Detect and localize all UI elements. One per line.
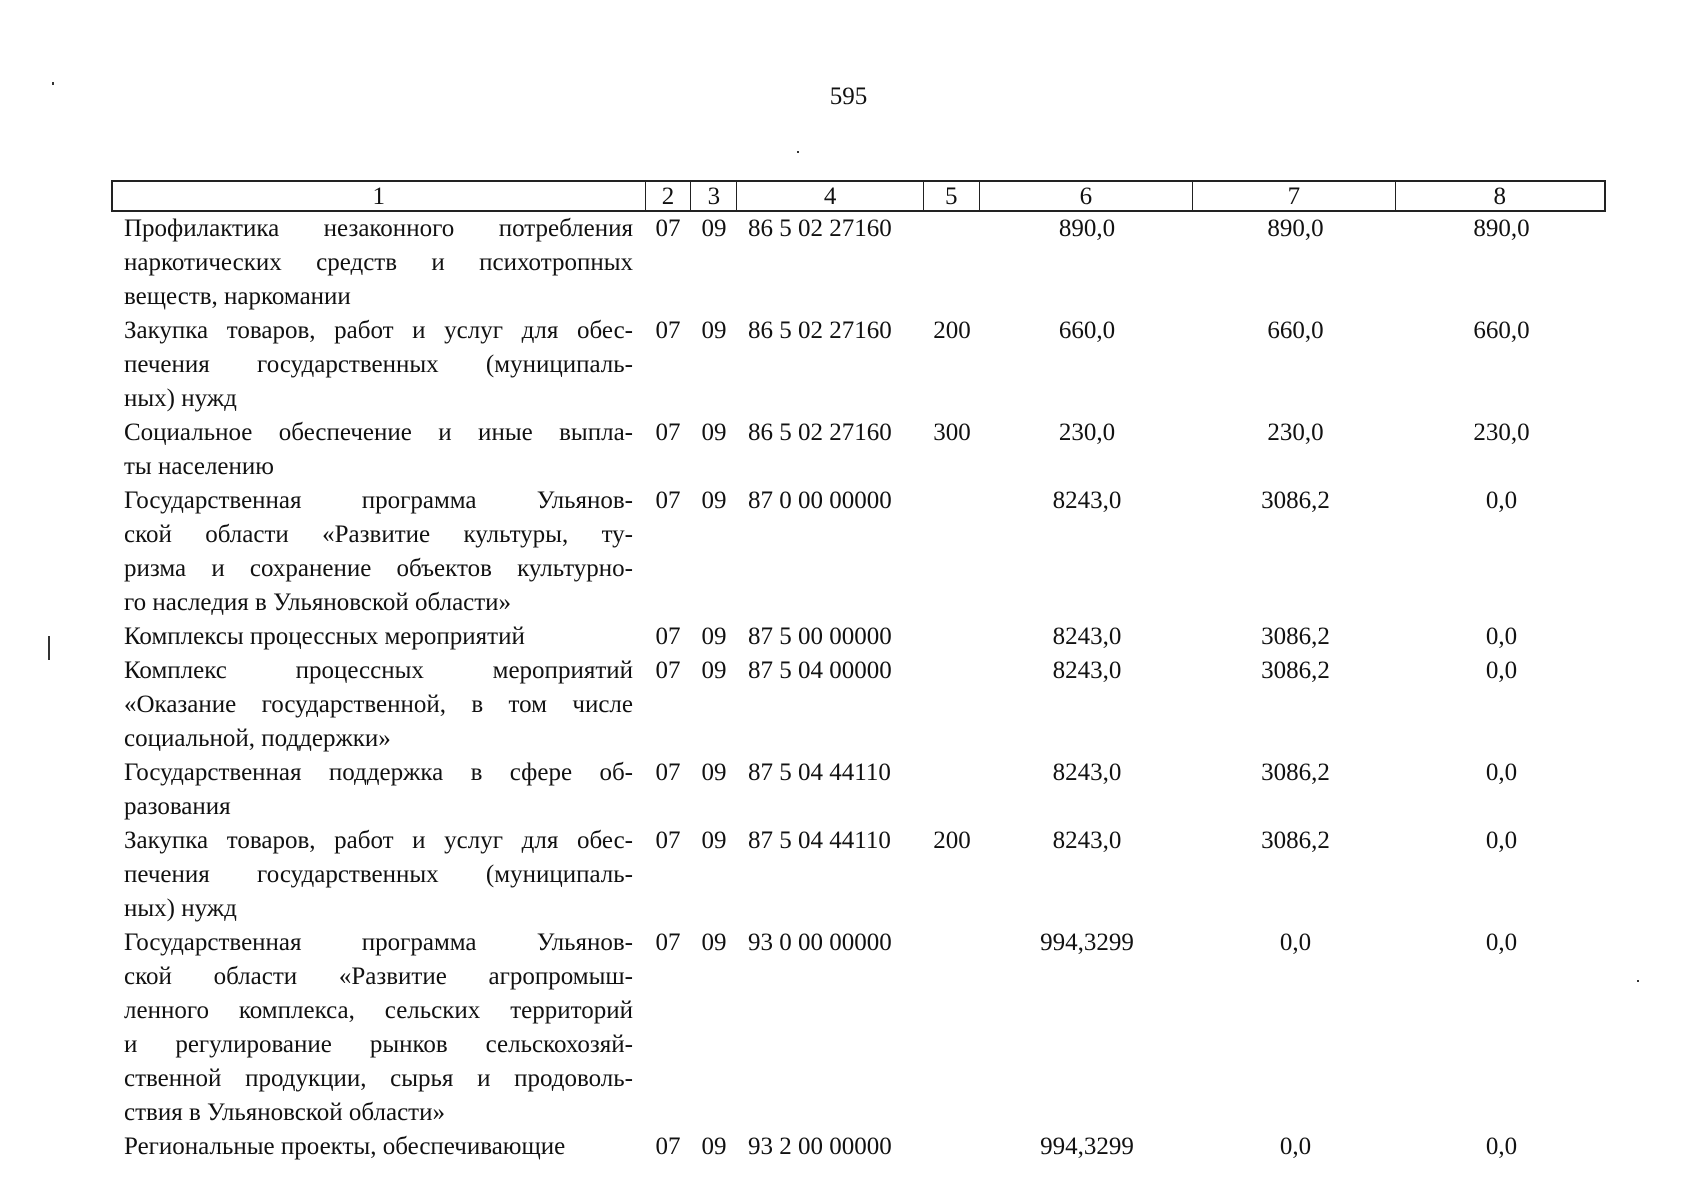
row-name-line: ных) нужд (124, 385, 237, 412)
row-expense-type (924, 654, 980, 756)
row-subsection: 09 (701, 657, 727, 684)
row-name-line: Комплекс процессных мероприятий (124, 657, 633, 684)
scan-mark (48, 636, 50, 660)
row-value-col6: 8243,0 (1052, 827, 1122, 854)
budget-table (111, 180, 1606, 1164)
row-name-line: и регулирование рынков сельскохозяй- (124, 1031, 633, 1058)
row-name-line: Государственная поддержка в сфере об- (124, 759, 633, 786)
row-section: 07 (655, 827, 681, 854)
table-row (111, 212, 1606, 314)
row-expense-type (924, 620, 980, 654)
page-number: 595 (829, 83, 868, 110)
row-expense-type (924, 926, 980, 1130)
scan-mark (52, 82, 54, 85)
row-expense-type: 200 (933, 317, 971, 344)
table-row (111, 1130, 1606, 1164)
row-value-col6: 660,0 (1058, 317, 1116, 344)
row-value-col8: 0,0 (1485, 759, 1518, 786)
row-name-line: ственной продукции, сырья и продоволь- (124, 1065, 633, 1092)
row-name (111, 314, 645, 416)
table-row (111, 484, 1606, 620)
header-col-4: 4 (737, 182, 924, 210)
row-target-article: 87 5 00 00000 (748, 623, 892, 650)
table-row (111, 314, 1606, 416)
row-target-article: 87 5 04 44110 (748, 827, 891, 854)
header-col-3: 3 (691, 182, 737, 210)
row-subsection: 09 (701, 827, 727, 854)
row-name (111, 1130, 645, 1164)
row-value-col6: 8243,0 (1052, 657, 1122, 684)
row-name (111, 620, 645, 654)
row-name-line: ты населению (124, 453, 274, 480)
row-target-article: 87 5 04 00000 (748, 657, 892, 684)
row-subsection: 09 (701, 929, 727, 956)
row-target-article: 86 5 02 27160 (748, 317, 892, 344)
row-expense-type (924, 212, 980, 314)
header-col-2: 2 (646, 182, 692, 210)
table-row (111, 620, 1606, 654)
row-value-col7: 0,0 (1279, 929, 1312, 956)
row-name-line: Закупка товаров, работ и услуг для обес- (124, 827, 633, 854)
row-value-col6: 890,0 (1058, 215, 1116, 242)
row-value-col7: 3086,2 (1261, 827, 1330, 854)
row-value-col8: 0,0 (1485, 623, 1518, 650)
row-target-article: 86 5 02 27160 (748, 419, 892, 446)
row-value-col7: 3086,2 (1261, 623, 1330, 650)
row-name-line: «Оказание государственной, в том числе (124, 691, 633, 718)
row-name-line: Государственная программа Ульянов- (124, 487, 633, 514)
row-section: 07 (655, 759, 681, 786)
row-value-col7: 3086,2 (1261, 487, 1330, 514)
row-value-col7: 0,0 (1279, 1133, 1312, 1160)
row-expense-type: 300 (933, 419, 971, 446)
row-name (111, 824, 645, 926)
row-name-line: наркотических средств и психотропных (124, 249, 633, 276)
row-name-line: ской области «Развитие культуры, ту- (124, 521, 633, 548)
row-section: 07 (655, 317, 681, 344)
header-col-5: 5 (924, 182, 980, 210)
row-subsection: 09 (701, 419, 727, 446)
row-section: 07 (655, 419, 681, 446)
row-target-article: 87 5 04 44110 (748, 759, 891, 786)
row-name-line: социальной, поддержки» (124, 725, 391, 752)
row-section: 07 (655, 623, 681, 650)
row-value-col6: 8243,0 (1052, 759, 1122, 786)
row-section: 07 (655, 1133, 681, 1160)
table-row (111, 756, 1606, 824)
row-name-line: веществ, наркомании (124, 283, 351, 310)
scan-mark (797, 151, 799, 153)
row-name-line: Профилактика незаконного потребления (124, 215, 633, 242)
row-name (111, 212, 645, 314)
row-subsection: 09 (701, 215, 727, 242)
row-subsection: 09 (701, 487, 727, 514)
row-name-line: го наследия в Ульяновской области» (124, 589, 512, 616)
row-value-col8: 230,0 (1473, 419, 1530, 446)
table-row (111, 926, 1606, 1130)
row-section: 07 (655, 215, 681, 242)
row-name-line: ской области «Развитие агропромыш- (124, 963, 633, 990)
header-col-6: 6 (980, 182, 1193, 210)
row-section: 07 (655, 487, 681, 514)
row-target-article: 87 0 00 00000 (748, 487, 892, 514)
row-value-col8: 890,0 (1473, 215, 1530, 242)
row-name (111, 926, 645, 1130)
row-name (111, 654, 645, 756)
row-section: 07 (655, 657, 681, 684)
row-expense-type (924, 756, 980, 824)
row-name-line: Закупка товаров, работ и услуг для обес- (124, 317, 633, 344)
row-value-col8: 0,0 (1485, 487, 1518, 514)
row-value-col6: 8243,0 (1052, 623, 1122, 650)
row-name-line: ленного комплекса, сельских территорий (124, 997, 633, 1024)
row-expense-type (924, 484, 980, 620)
table-row (111, 654, 1606, 756)
row-name (111, 484, 645, 620)
row-value-col8: 660,0 (1473, 317, 1530, 344)
row-value-col6: 994,3299 (1040, 1133, 1134, 1160)
row-expense-type: 200 (933, 827, 971, 854)
row-value-col7: 890,0 (1267, 215, 1324, 242)
header-col-8: 8 (1493, 183, 1507, 210)
row-value-col8: 0,0 (1485, 1133, 1518, 1160)
row-target-article: 86 5 02 27160 (748, 215, 892, 242)
row-subsection: 09 (701, 317, 727, 344)
row-name-line: Социальное обеспечение и иные выпла- (124, 419, 633, 446)
row-value-col8: 0,0 (1485, 827, 1518, 854)
row-name (111, 416, 645, 484)
row-value-col6: 994,3299 (1040, 929, 1134, 956)
row-subsection: 09 (701, 623, 727, 650)
table-row (111, 416, 1606, 484)
row-name-line: печения государственных (муниципаль- (124, 351, 633, 378)
row-name-line: Комплексы процессных мероприятий (124, 623, 525, 650)
table-body (111, 212, 1606, 1164)
row-expense-type (924, 1130, 980, 1164)
row-target-article: 93 0 00 00000 (748, 929, 892, 956)
row-value-col6: 8243,0 (1052, 487, 1122, 514)
row-value-col7: 3086,2 (1261, 759, 1330, 786)
row-target-article: 93 2 00 00000 (748, 1133, 892, 1160)
scan-mark (1637, 980, 1639, 982)
row-value-col8: 0,0 (1485, 929, 1518, 956)
row-name-line: разования (124, 793, 231, 820)
row-name-line: Государственная программа Ульянов- (124, 929, 633, 956)
row-name-line: Региональные проекты, обеспечивающие (124, 1133, 566, 1160)
row-name (111, 756, 645, 824)
row-value-col6: 230,0 (1058, 419, 1116, 446)
row-subsection: 09 (701, 1133, 727, 1160)
row-value-col8: 0,0 (1485, 657, 1518, 684)
row-name-line: ризма и сохранение объектов культурно- (124, 555, 633, 582)
row-section: 07 (655, 929, 681, 956)
row-name-line: ствия в Ульяновской области» (124, 1099, 445, 1126)
row-subsection: 09 (701, 759, 727, 786)
row-value-col7: 230,0 (1267, 419, 1324, 446)
row-name-line: печения государственных (муниципаль- (124, 861, 633, 888)
row-name-line: ных) нужд (124, 895, 237, 922)
row-value-col7: 660,0 (1267, 317, 1324, 344)
header-col-1: 1 (113, 182, 646, 210)
table-row (111, 824, 1606, 926)
row-value-col7: 3086,2 (1261, 657, 1330, 684)
header-col-7: 7 (1193, 182, 1395, 210)
table-header-row (111, 180, 1606, 212)
